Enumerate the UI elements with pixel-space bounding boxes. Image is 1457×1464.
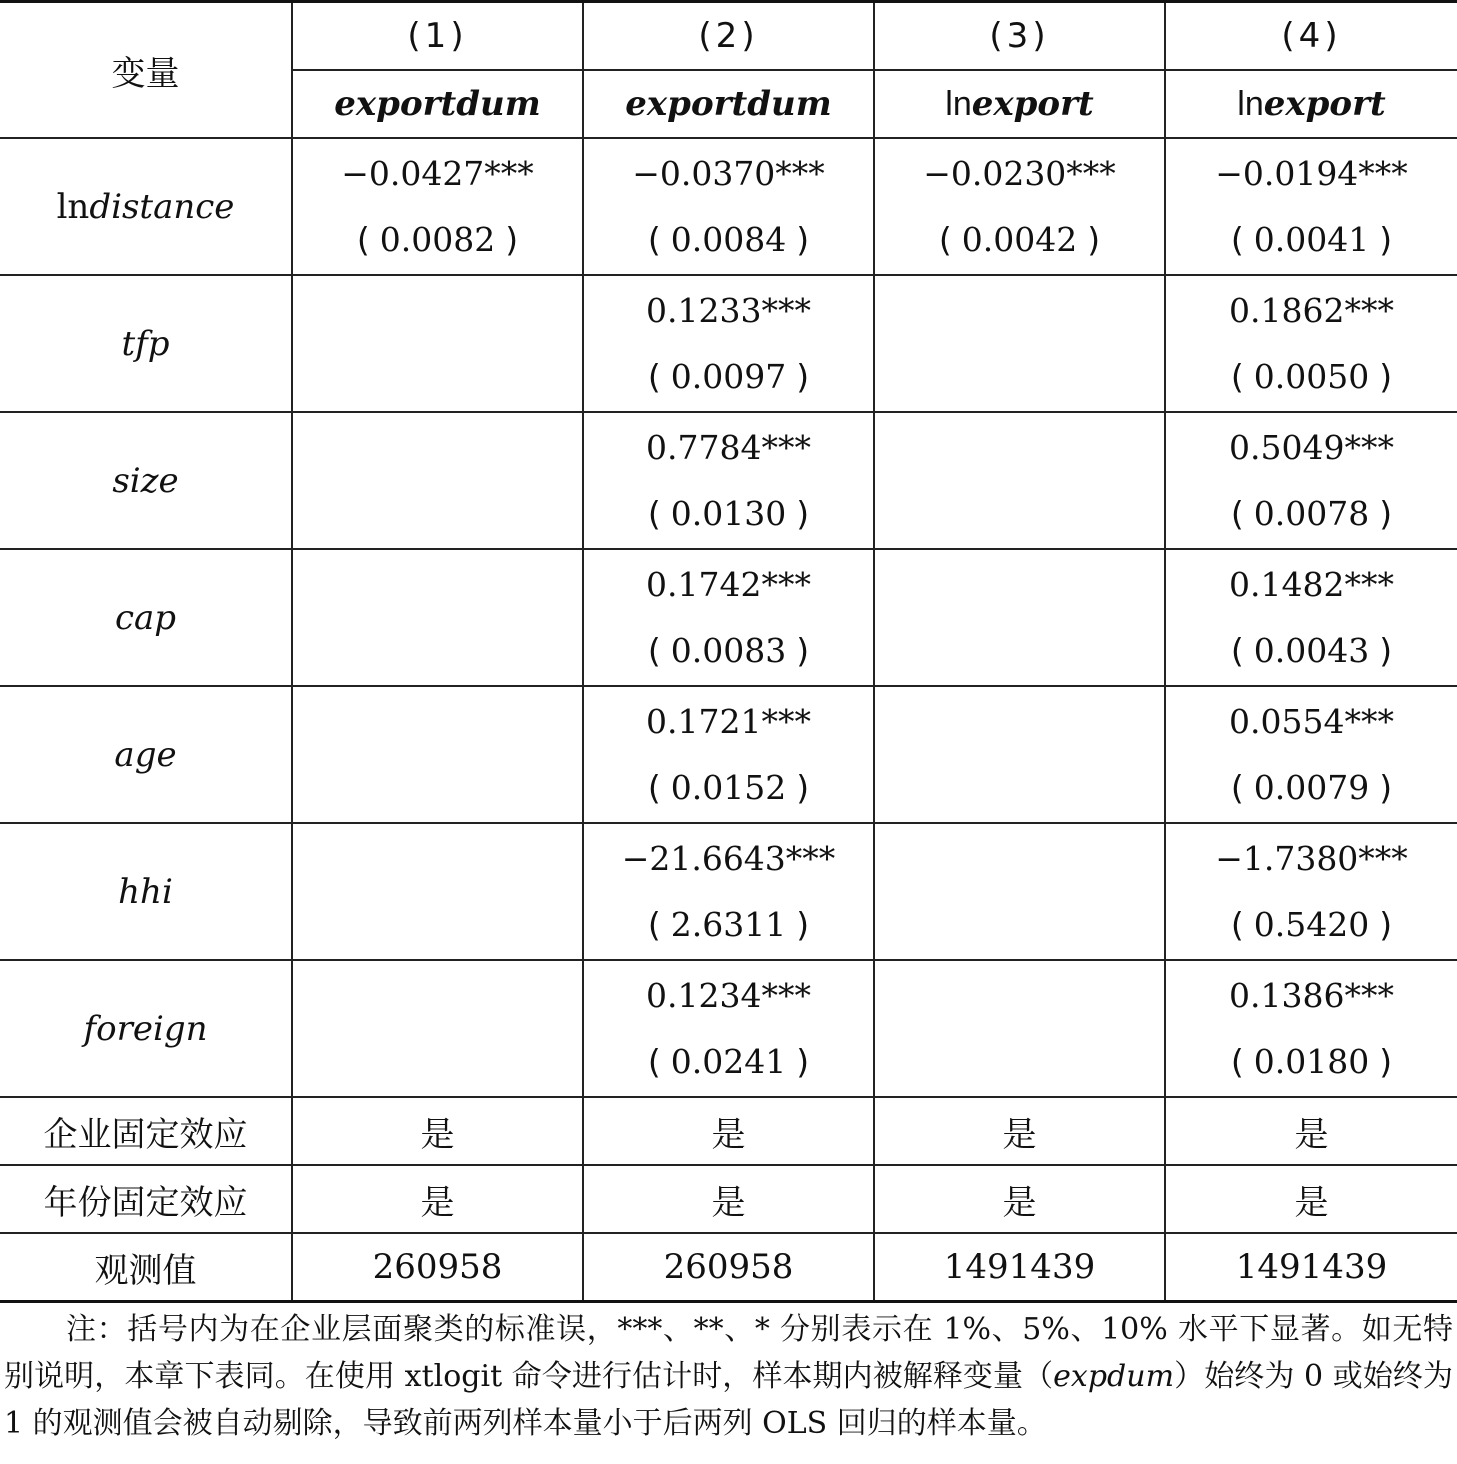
standard-error: ( 0.0050 ) (1230, 356, 1393, 396)
coefficient-value: −0.0194*** (1215, 153, 1408, 193)
coefficient-value: 0.1862*** (1229, 290, 1394, 330)
coefficient-cell (292, 138, 583, 275)
coefficient-cell (1165, 960, 1457, 1097)
variable-name: cap (0, 549, 292, 686)
variable-row-tfp (0, 275, 1457, 412)
standard-error: ( 0.0041 ) (1230, 219, 1393, 259)
variable-name: age (0, 686, 292, 823)
coefficient-cell (874, 412, 1165, 549)
variable-name: hhi (0, 823, 292, 960)
coefficient-cell (292, 549, 583, 686)
coefficient-cell (1165, 138, 1457, 275)
coefficient-cell (292, 412, 583, 549)
row-value: 260958 (583, 1233, 874, 1302)
variable-row-cap (0, 549, 1457, 686)
row-label: 年份固定效应 (0, 1165, 292, 1233)
standard-error: ( 0.0241 ) (647, 1041, 810, 1081)
row-label: 企业固定效应 (0, 1097, 292, 1165)
standard-error: ( 0.0078 ) (1230, 493, 1393, 533)
coefficient-rows (0, 138, 1457, 1097)
coefficient-value: 0.1742*** (646, 564, 811, 604)
fixed-effect-rows (0, 1097, 1457, 1302)
header-row-column-numbers (0, 2, 1457, 71)
dependent-variable-1: exportdum (292, 70, 583, 138)
row-value: 260958 (292, 1233, 583, 1302)
coefficient-cell (292, 686, 583, 823)
note-italic-term: expdum (1053, 1359, 1175, 1394)
standard-error: ( 0.0079 ) (1230, 767, 1393, 807)
table-note (4, 1306, 1453, 1447)
standard-error: ( 0.0180 ) (1230, 1041, 1393, 1081)
row-value: 是 (1165, 1097, 1457, 1165)
row-value: 是 (1165, 1165, 1457, 1233)
variable-row-size (0, 412, 1457, 549)
dependent-variable-3: lnexport (874, 70, 1165, 138)
coefficient-value: −0.0230*** (923, 153, 1116, 193)
coefficient-cell (874, 960, 1165, 1097)
column-number-2: (2) (583, 2, 874, 71)
standard-error: ( 0.0083 ) (647, 630, 810, 670)
standard-error: ( 0.5420 ) (1230, 904, 1393, 944)
standard-error: ( 2.6311 ) (647, 904, 810, 944)
coefficient-cell (583, 549, 874, 686)
coefficient-cell (583, 960, 874, 1097)
standard-error: ( 0.0084 ) (647, 219, 810, 259)
coefficient-value: 0.1482*** (1229, 564, 1394, 604)
coefficient-cell (583, 823, 874, 960)
coefficient-cell (1165, 412, 1457, 549)
column-number-3: (3) (874, 2, 1165, 71)
coefficient-value: 0.7784*** (646, 427, 811, 467)
standard-error: ( 0.0082 ) (356, 219, 519, 259)
variable-row-hhi (0, 823, 1457, 960)
row-value: 是 (874, 1097, 1165, 1165)
standard-error: ( 0.0130 ) (647, 493, 810, 533)
standard-error: ( 0.0097 ) (647, 356, 810, 396)
row-value: 是 (292, 1165, 583, 1233)
coefficient-value: −21.6643*** (621, 838, 836, 878)
observations-row (0, 1233, 1457, 1302)
variable-name: tfp (0, 275, 292, 412)
dependent-variable-4: lnexport (1165, 70, 1457, 138)
variable-row-foreign (0, 960, 1457, 1097)
note-text-part1: 注：括号内为在企业层面聚类的标准误，***、**、* 分别表示在 1%、5%、10% 水平下显著。如无特别说明，本章下表同。在使用 xtlogit 命令进行估计时，样本期内被解释变量（ (4, 1312, 1453, 1394)
variable-name: lndistance (0, 138, 292, 275)
row-value: 是 (583, 1165, 874, 1233)
row-value: 1491439 (874, 1233, 1165, 1302)
column-number-1: (1) (292, 2, 583, 71)
variable-header: 变量 (0, 2, 292, 139)
column-number-4: (4) (1165, 2, 1457, 71)
coefficient-cell (583, 138, 874, 275)
coefficient-cell (292, 823, 583, 960)
variable-row-age (0, 686, 1457, 823)
row-value: 是 (583, 1097, 874, 1165)
coefficient-value: −0.0370*** (632, 153, 825, 193)
coefficient-cell (1165, 275, 1457, 412)
coefficient-value: 0.1721*** (646, 701, 811, 741)
dependent-variable-2: exportdum (583, 70, 874, 138)
note-text-part2: ）始终为 0 或始终为 1 的观测值会被自动剔除，导致前两列样本量小于后两列 OLS 回归的样本量。 (4, 1359, 1453, 1441)
coefficient-cell (1165, 686, 1457, 823)
row-value: 1491439 (1165, 1233, 1457, 1302)
variable-name: foreign (0, 960, 292, 1097)
coefficient-cell (292, 960, 583, 1097)
coefficient-cell (874, 275, 1165, 412)
row-value: 是 (292, 1097, 583, 1165)
variable-row-distance (0, 138, 1457, 275)
coefficient-cell (1165, 823, 1457, 960)
coefficient-cell (583, 412, 874, 549)
coefficient-value: 0.5049*** (1229, 427, 1394, 467)
coefficient-cell (583, 686, 874, 823)
coefficient-cell (1165, 549, 1457, 686)
coefficient-cell (583, 275, 874, 412)
coefficient-value: 0.0554*** (1229, 701, 1394, 741)
coefficient-value: 0.1234*** (646, 975, 811, 1015)
standard-error: ( 0.0152 ) (647, 767, 810, 807)
coefficient-value: −0.0427*** (341, 153, 534, 193)
coefficient-value: 0.1386*** (1229, 975, 1394, 1015)
standard-error: ( 0.0043 ) (1230, 630, 1393, 670)
coefficient-value: −1.7380*** (1215, 838, 1408, 878)
coefficient-value: 0.1233*** (646, 290, 811, 330)
coefficient-cell (874, 549, 1165, 686)
row-value: 是 (874, 1165, 1165, 1233)
fixed-effect-row (0, 1097, 1457, 1165)
coefficient-cell (292, 275, 583, 412)
fixed-effect-row (0, 1165, 1457, 1233)
standard-error: ( 0.0042 ) (938, 219, 1101, 259)
variable-name: size (0, 412, 292, 549)
coefficient-cell (874, 823, 1165, 960)
coefficient-cell (874, 138, 1165, 275)
row-label: 观测值 (0, 1233, 292, 1302)
coefficient-cell (874, 686, 1165, 823)
